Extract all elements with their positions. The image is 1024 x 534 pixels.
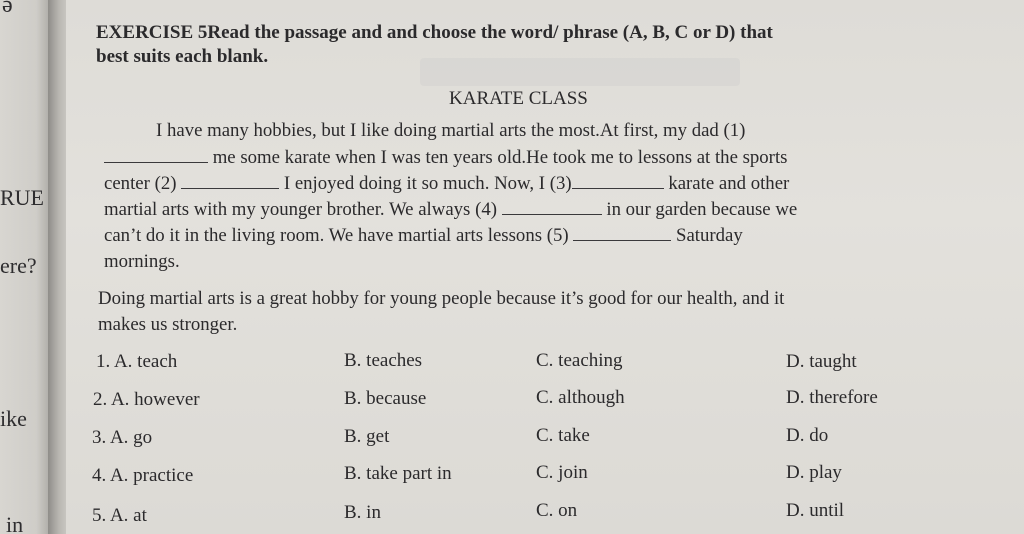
left-fragment-ere: ere? xyxy=(0,253,37,278)
exercise-instruction-line1: EXERCISE 5Read the passage and and choose the word/ phrase (A, B, C or D) that xyxy=(96,22,773,43)
paragraph2-line1: Doing martial arts is a great hobby for young people because it’s good for our health, and it xyxy=(98,288,785,309)
passage-line-4-start: martial arts with my younger brother. We always (4) xyxy=(104,199,502,220)
q3-option-c[interactable]: C. take xyxy=(536,425,590,446)
left-fragment-rue: RUE xyxy=(0,185,44,210)
passage-line-2 xyxy=(104,147,787,169)
passage-title: KARATE CLASS xyxy=(449,88,588,109)
passage-line-2-text: me some karate when I was ten years old.He took me to lessons at the sports xyxy=(208,147,788,168)
q5-option-b[interactable]: B. in xyxy=(344,502,381,523)
background-watermark xyxy=(420,58,740,86)
q2-option-d[interactable]: D. therefore xyxy=(786,387,878,408)
passage-line-4-end: in our garden because we xyxy=(601,199,798,220)
passage-line-5-start: can’t do it in the living room. We have martial arts lessons (5) xyxy=(104,225,574,246)
passage-line-3-mid: I enjoyed doing it so much. Now, I (3) xyxy=(279,173,572,194)
q2-option-b[interactable]: B. because xyxy=(344,388,427,409)
q1-option-d[interactable]: D. taught xyxy=(786,351,857,372)
q1-option-a[interactable]: 1. A. teach xyxy=(96,351,178,372)
q1-option-c[interactable]: C. teaching xyxy=(536,350,623,371)
passage-line-3-start: center (2) xyxy=(104,173,182,194)
q4-option-b[interactable]: B. take part in xyxy=(344,463,452,484)
q2-option-a[interactable]: 2. A. however xyxy=(93,389,200,410)
q2-option-c[interactable]: C. although xyxy=(536,387,625,408)
passage-line-3-end: karate and other xyxy=(663,173,790,194)
left-fragment-in: in xyxy=(6,512,24,534)
q4-option-c[interactable]: C. join xyxy=(536,462,588,483)
blank-3[interactable] xyxy=(572,173,664,189)
q4-option-d[interactable]: D. play xyxy=(786,462,842,483)
left-fragment-top: ə xyxy=(2,0,13,18)
q3-option-b[interactable]: B. get xyxy=(344,426,390,447)
passage-line-6: mornings. xyxy=(104,251,180,272)
paragraph2-line2: makes us stronger. xyxy=(98,314,238,335)
passage-line-4 xyxy=(104,199,797,221)
q5-option-a[interactable]: 5. A. at xyxy=(92,505,147,526)
q4-option-a[interactable]: 4. A. practice xyxy=(92,465,194,486)
blank-4[interactable] xyxy=(502,199,602,215)
passage-line-1: I have many hobbies, but I like doing martial arts the most.At first, my dad (1) xyxy=(156,120,746,141)
blank-5[interactable] xyxy=(573,225,671,241)
q5-option-d[interactable]: D. until xyxy=(786,500,845,521)
q3-option-a[interactable]: 3. A. go xyxy=(92,427,153,448)
left-fragment-ike: ike xyxy=(0,406,27,431)
passage-line-5-end: Saturday xyxy=(671,225,743,246)
q5-option-c[interactable]: C. on xyxy=(536,500,578,521)
blank-2[interactable] xyxy=(181,173,279,189)
exercise-instruction-line2: best suits each blank. xyxy=(96,46,269,67)
q3-option-d[interactable]: D. do xyxy=(786,425,829,446)
passage-line-5 xyxy=(104,225,743,247)
blank-1[interactable] xyxy=(104,147,208,163)
q1-option-b[interactable]: B. teaches xyxy=(344,350,423,371)
passage-line-3 xyxy=(104,173,789,195)
